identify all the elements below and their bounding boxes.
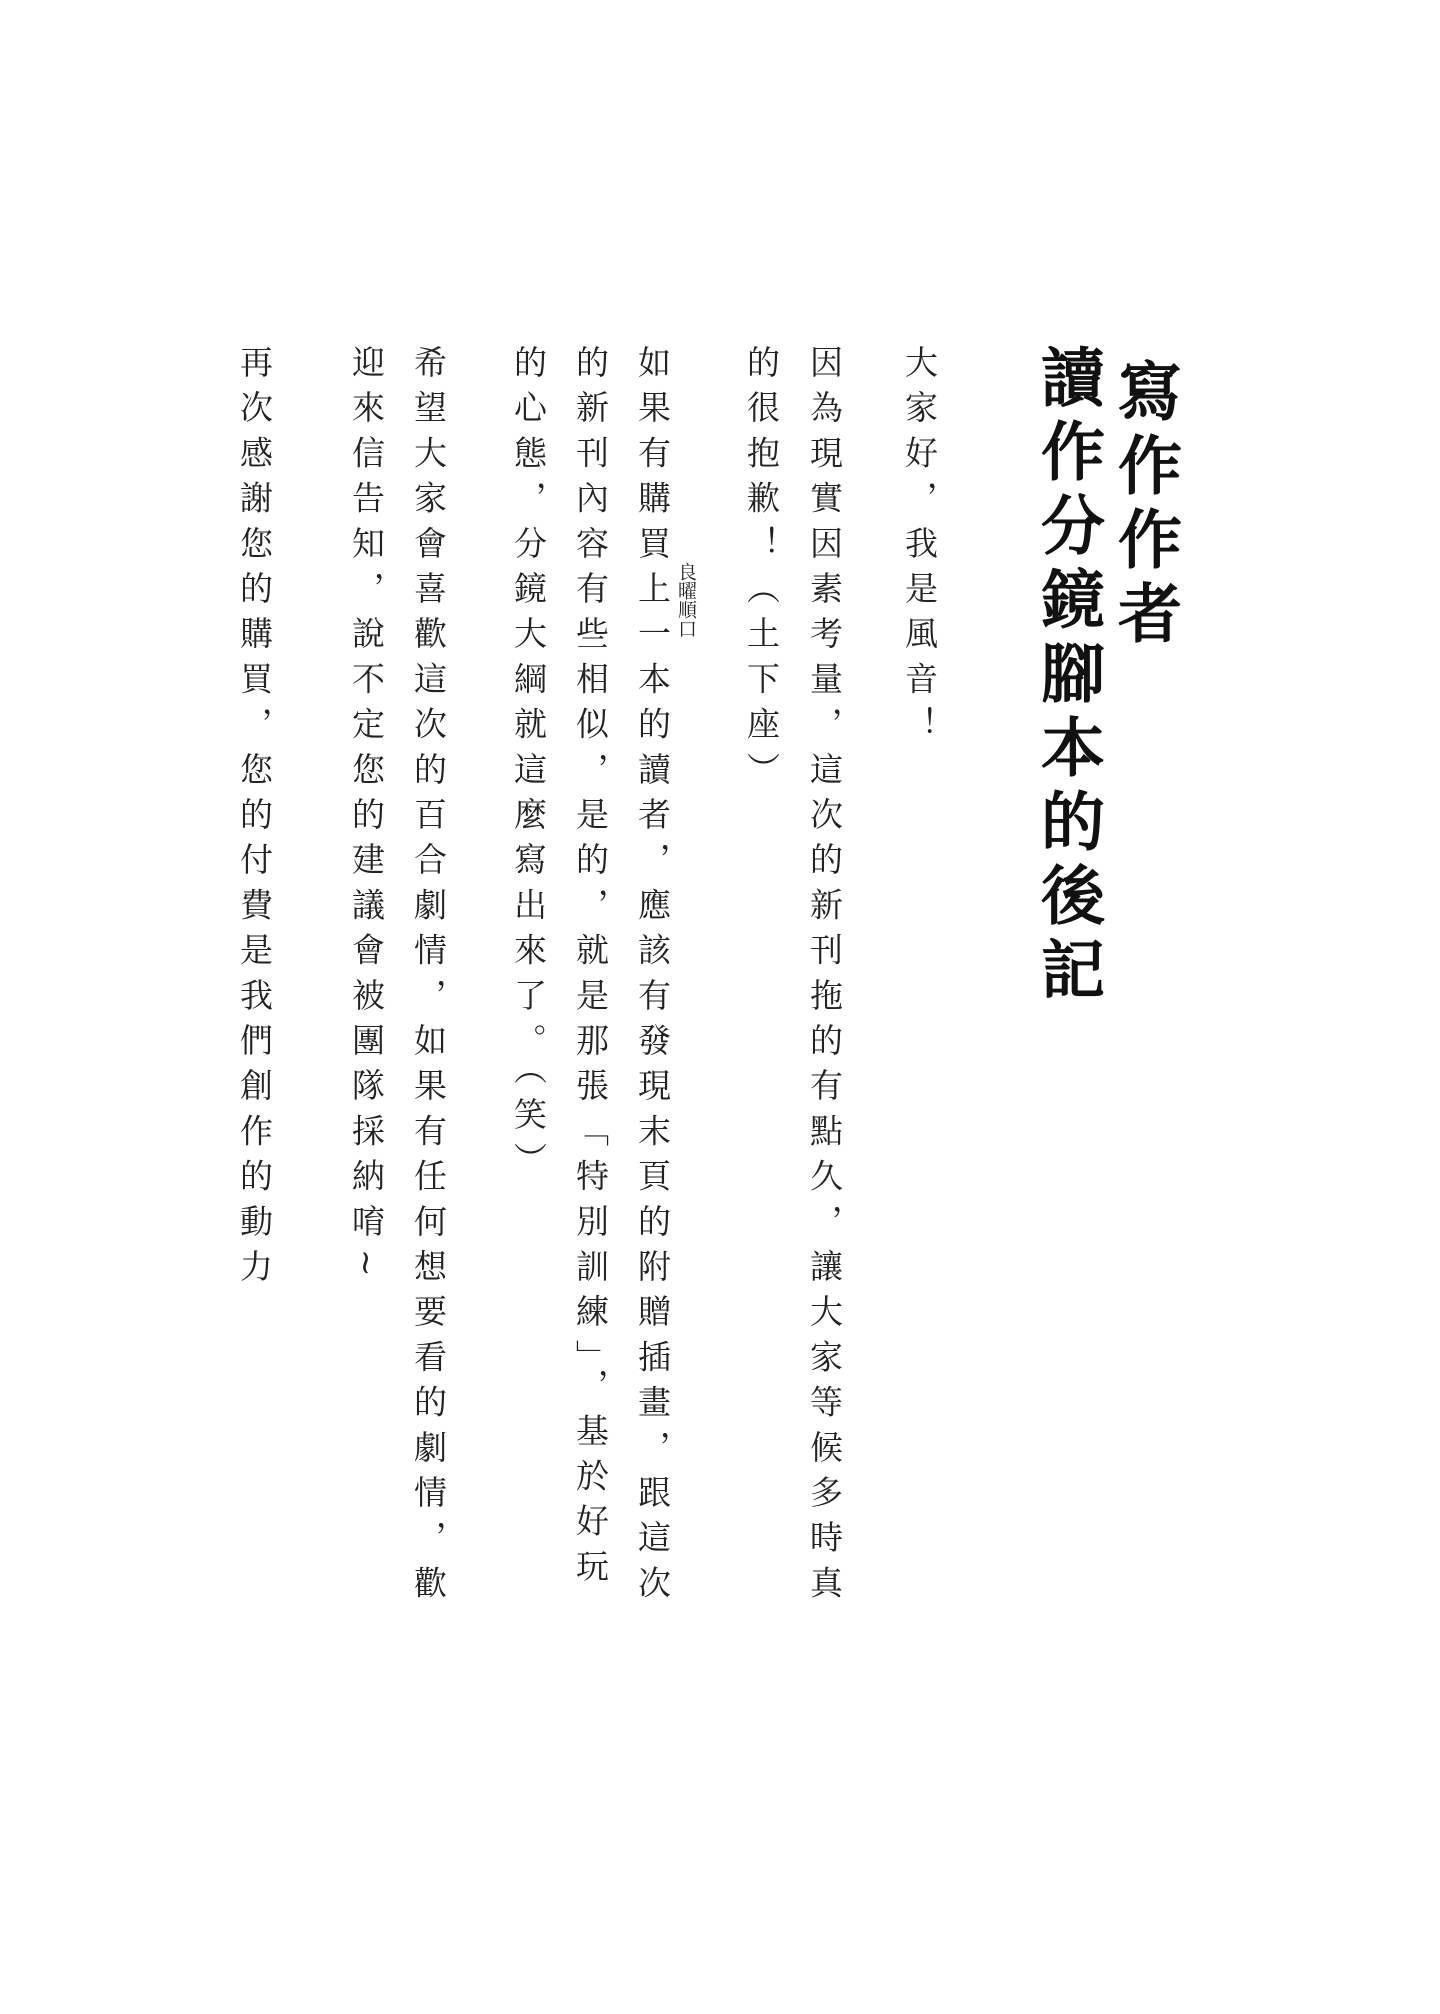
greeting-line: 大家好，我是風音！: [900, 345, 939, 752]
title-line-1: 寫作作者: [1107, 358, 1182, 654]
previous-book-line-1: 如果有購買上一本的讀者，應該有發現末頁的附贈插畫，跟這次: [633, 345, 672, 1611]
ruby-annotation: 良曜順口: [675, 562, 697, 638]
hope-line-1: 希望大家會喜歡這次的百合劇情，如果有任何想要看的劇情，歡: [409, 345, 448, 1611]
apology-line-2: 的很抱歉！（土下座）: [742, 345, 781, 797]
previous-book-line-2: 的新刊內容有些相似，是的，就是那張「特別訓練」，基於好玩: [571, 345, 610, 1595]
thanks-line: 再次感謝您的購買，您的付費是我們創作的動力: [235, 345, 274, 1295]
apology-line-1: 因為現實因素考量，這次的新刊拖的有點久，讓大家等候多時真: [805, 345, 844, 1611]
hope-line-2: 迎來信告知，說不定您的建議會被團隊採納唷~: [347, 345, 386, 1289]
title-line-2: 讀作分鏡腳本的後記: [1030, 344, 1105, 1010]
previous-book-line-3: 的心態，分鏡大綱就這麼寫出來了。（笑）: [509, 345, 548, 1188]
